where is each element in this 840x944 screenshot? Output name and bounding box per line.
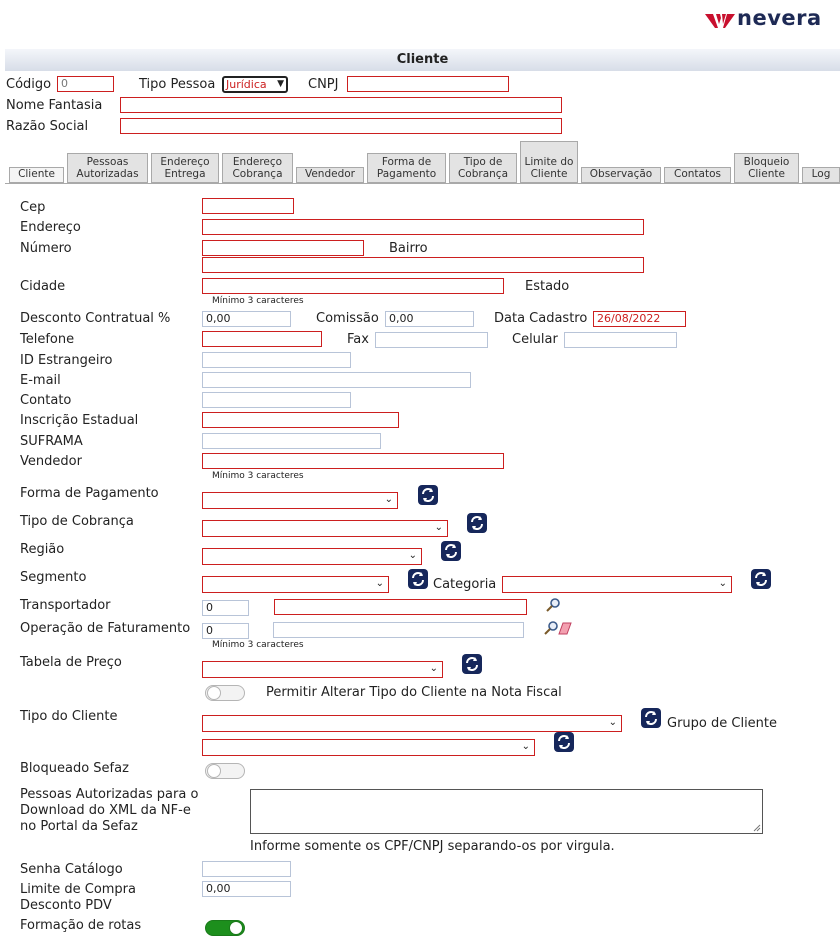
tab-observacao[interactable]: Observação [581,167,661,183]
celular-input[interactable] [564,332,677,348]
segmento-refresh-button[interactable] [408,569,428,589]
vendedor-label: Vendedor [20,454,82,469]
email-input[interactable] [202,372,471,388]
transportador-label: Transportador [20,598,111,613]
limite-compra-input[interactable]: 0,00 [202,881,291,897]
window-title-bar [5,49,840,71]
grupo-cliente-label: Grupo de Cliente [667,716,778,731]
tab-cliente[interactable]: Cliente [9,167,64,183]
permitir-alterar-label: Permitir Alterar Tipo do Cliente na Nota Fiscal [266,685,562,700]
telefone-label: Telefone [20,332,75,347]
pessoas-autorizadas-hint: Informe somente os CPF/CNPJ separando-os por virgula. [250,839,615,854]
desconto-pdv-label: Desconto PDV [20,898,112,913]
estado-label: Estado [525,279,570,294]
fax-input[interactable] [375,332,488,348]
tipo-cliente-refresh-button[interactable] [641,708,661,728]
refresh-icon [554,732,574,752]
eraser-icon[interactable] [558,622,572,635]
tab-limite-cliente[interactable]: Limite do Cliente [520,141,578,183]
chevron-down-icon: ⌄ [521,741,530,752]
id-estrangeiro-label: ID Estrangeiro [20,353,113,368]
chevron-down-icon: ⌄ [384,494,393,505]
celular-label: Celular [512,332,558,347]
tabela-preco-refresh-button[interactable] [462,654,482,674]
bloqueado-sefaz-label: Bloqueado Sefaz [20,761,129,776]
chevron-down-icon: ⌄ [608,717,617,728]
chevron-down-icon: ⌄ [375,578,384,589]
vendedor-hint: Mínimo 3 caracteres [212,471,304,481]
transportador-name-input[interactable] [274,599,527,615]
toggle-knob [207,764,221,778]
tipo-cliente-select[interactable] [202,715,622,732]
cep-input[interactable] [202,198,294,214]
cnpj-label: CNPJ [308,77,339,92]
bairro-input[interactable] [202,257,644,273]
regiao-label: Região [20,542,65,557]
bloqueado-sefaz-toggle[interactable] [205,763,245,779]
categoria-label: Categoria [433,577,497,592]
tab-pessoas-autorizadas[interactable]: Pessoas Autorizadas [67,153,148,183]
brand-logo-icon [704,10,738,32]
segmento-select[interactable] [202,576,389,593]
forma-pagamento-label: Forma de Pagamento [20,486,159,501]
refresh-icon [467,513,487,533]
data-cadastro-label: Data Cadastro [494,311,588,326]
formacao-rotas-label: Formação de rotas [20,918,142,933]
cep-label: Cep [20,200,46,215]
inscricao-estadual-label: Inscrição Estadual [20,413,139,428]
suframa-label: SUFRAMA [20,434,83,449]
tab-contatos[interactable]: Contatos [664,167,731,183]
resize-handle-icon[interactable] [753,824,761,832]
tipo-cliente-label: Tipo do Cliente [20,709,118,724]
permitir-alterar-toggle[interactable] [205,685,245,701]
operacao-code-input[interactable]: 0 [202,623,249,639]
contato-input[interactable] [202,392,351,408]
tabela-preco-select[interactable] [202,661,443,678]
window-title: Cliente [396,52,449,67]
formacao-rotas-toggle[interactable] [205,920,245,936]
tab-vendedor[interactable]: Vendedor [296,167,364,183]
tabela-preco-label: Tabela de Preço [20,655,122,670]
tab-endereco-entrega[interactable]: Endereço Entrega [151,153,219,183]
endereco-input[interactable] [202,219,644,235]
refresh-icon [641,708,661,728]
tab-bloqueio-cliente[interactable]: Bloqueio Cliente [734,153,799,183]
segmento-label: Segmento [20,570,87,585]
desconto-contratual-input[interactable]: 0,00 [202,311,291,327]
pessoas-autorizadas-textarea[interactable] [250,789,763,834]
bairro-label: Bairro [389,241,428,256]
data-cadastro-input[interactable]: 26/08/2022 [593,311,686,327]
refresh-icon [462,654,482,674]
inscricao-estadual-input[interactable] [202,412,399,428]
brand-logo [704,8,834,32]
limite-compra-label: Limite de Compra [20,882,136,897]
regiao-select[interactable] [202,548,422,565]
telefone-input[interactable] [202,331,322,347]
comissao-label: Comissão [316,311,379,326]
categoria-refresh-button[interactable] [751,569,771,589]
endereco-label: Endereço [20,220,81,235]
chevron-down-icon: ▼ [277,79,284,89]
id-estrangeiro-input[interactable] [202,352,351,368]
cidade-hint: Mínimo 3 caracteres [212,296,304,306]
refresh-icon [441,541,461,561]
cnpj-input[interactable] [347,76,509,92]
tab-endereco-cobranca[interactable]: Endereço Cobrança [222,153,293,183]
categoria-select[interactable] [502,576,732,593]
forma-pagamento-select[interactable] [202,492,398,509]
tipo-pessoa-label: Tipo Pessoa [139,77,216,92]
search-icon[interactable] [543,621,559,635]
operacao-name-input[interactable] [273,622,524,638]
numero-input[interactable] [202,240,364,256]
contato-label: Contato [20,393,72,408]
tab-forma-pagamento[interactable]: Forma de Pagamento [367,153,446,183]
fax-label: Fax [347,332,369,347]
grupo-cliente-refresh-button[interactable] [554,732,574,752]
senha-catalogo-label: Senha Catálogo [20,862,123,877]
tipo-cobranca-refresh-button[interactable] [467,513,487,533]
cidade-label: Cidade [20,279,66,294]
chevron-down-icon: ⌄ [434,522,443,533]
numero-label: Número [20,241,72,256]
codigo-label: Código [6,77,52,92]
tipo-pessoa-select[interactable] [222,76,288,93]
tab-log[interactable]: Log [802,167,840,183]
desconto-contratual-label: Desconto Contratual % [20,311,171,326]
suframa-input[interactable] [202,433,381,449]
search-icon[interactable] [545,598,561,612]
tipo-cobranca-select[interactable] [202,520,448,537]
tipo-pessoa-value: Jurídica [226,78,267,91]
tipo-cobranca-label: Tipo de Cobrança [20,514,134,529]
refresh-icon [408,569,428,589]
pessoas-autorizadas-label: Pessoas Autorizadas para o Download do XML da NF-e no Portal da Sefaz [20,787,199,834]
operacao-faturamento-label: Operação de Faturamento [20,621,191,636]
regiao-refresh-button[interactable] [441,541,461,561]
chevron-down-icon: ⌄ [429,663,438,674]
codigo-input[interactable]: 0 [57,76,114,92]
razao-social-label: Razão Social [6,119,89,134]
senha-catalogo-input[interactable] [202,861,291,877]
nome-fantasia-label: Nome Fantasia [6,98,103,113]
forma-pagamento-refresh-button[interactable] [418,485,438,505]
refresh-icon [418,485,438,505]
comissao-input[interactable]: 0,00 [385,311,474,327]
tab-tipo-cobranca[interactable]: Tipo de Cobrança [449,153,517,183]
nome-fantasia-input[interactable] [120,97,562,113]
tabs-underline [5,183,840,184]
razao-social-input[interactable] [120,118,562,134]
toggle-knob [207,686,221,700]
email-label: E-mail [20,373,61,388]
chevron-down-icon: ⌄ [408,550,417,561]
vendedor-input[interactable] [202,453,504,469]
transportador-code-input[interactable]: 0 [202,600,249,616]
operacao-hint: Mínimo 3 caracteres [212,640,304,650]
cidade-input[interactable] [202,278,504,294]
grupo-cliente-select[interactable] [202,739,535,756]
toggle-knob [229,921,243,935]
chevron-down-icon: ⌄ [718,578,727,589]
brand-name: nevera [737,6,822,30]
refresh-icon [751,569,771,589]
